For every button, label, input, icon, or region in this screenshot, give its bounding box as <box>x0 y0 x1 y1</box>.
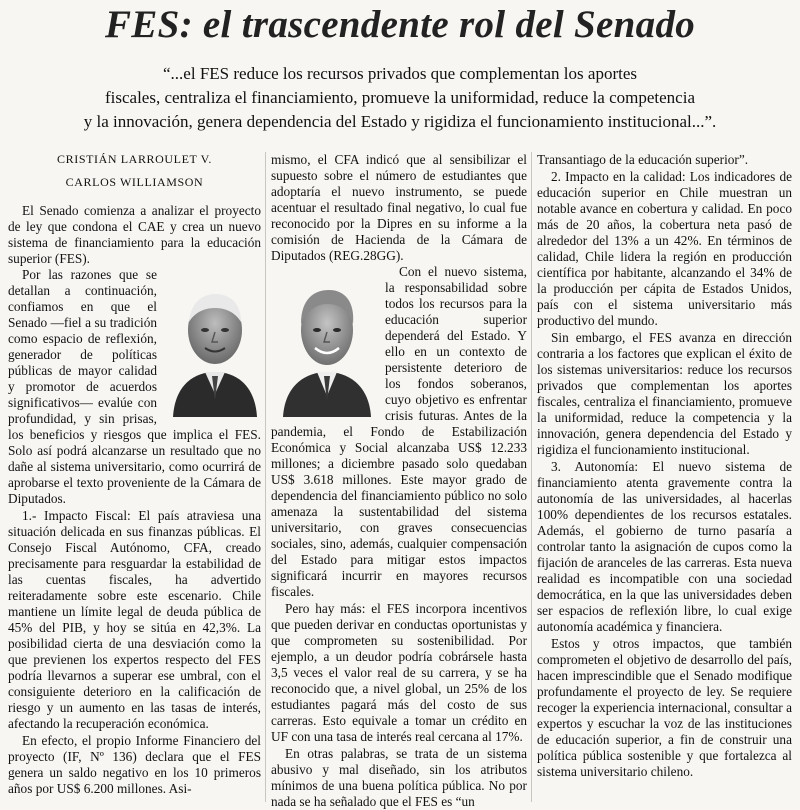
column-divider <box>531 152 532 802</box>
article-title: FES: el trascendente rol del Senado <box>104 3 696 46</box>
paragraph: 1.- Impacto Fiscal: El país atraviesa una situación delicada en sus finanzas públicas. El Consejo Fiscal Autónomo, CFA, creado precisamente para resguardar la estabilidad de las cuentas fiscales, ha advertido reiteradamente sobre este escenario. Chile mantiene un límite legal de deuda pública de 45% del PIB, y hoy se sitúa en 42,3%. La posibilidad cierta de una desviación como la que previenen los expertos respecto del FES podría llevarnos a superar ese umbral, con el consiguiente deterioro en la calificación de riesgo y un aumento en las tasas de interés, afectando la recuperación económica. <box>8 508 261 731</box>
column-1 <box>8 152 261 797</box>
paragraph: 3. Autonomía: El nuevo sistema de financiamiento atenta gravemente contra la autonomía de las universidades, al hacerlas 100% dependientes de los recursos estatales. Además, el gobierno de turno pasaría a controlar tanto la asignación de cupos como la fijación de aranceles de las carreras. Esta nueva realidad es incompatible con una sociedad democrática, en la que las universidades deben ser espacios de reflexión libre, lo cual exige autonomía académica y financiera. <box>537 459 792 634</box>
column-divider <box>265 152 266 802</box>
paragraph: Pero hay más: el FES incorpora incentivos que pueden derivar en conductas oportunistas y que comprometen su sostenibilidad. Por ejemplo, a un deudor podría cobrársele hasta 3,5 veces el valor real de su carrera, y se ha reconocido que, a nivel global, un 25% de los estudiantes pagará más del costo de sus carreras. Esto equivale a tomar un crédito en UF con una tasa de interés real cercana al 17%. <box>271 601 527 744</box>
paragraph: 2. Impacto en la calidad: Los indicadores de educación superior en Chile muestran un notable avance en cobertura y calidad. En poco más de 20 años, la cobertura neta pasó de alrededor del 13% a un 42%. En términos de calidad, Chile lidera la región en producción científica por habitante, alcanzando el 34% de la producción per cápita de Estados Unidos, país con el sistema universitario más productivo del mundo. <box>537 169 792 328</box>
portrait-image <box>277 272 377 417</box>
paragraph: Por las razones que se detallan a continuación, confiamos en que el Senado —fiel a su tradición como espacio de reflexión, generador de políticas públicas de mayor calidad y promotor de acuerdos significativos— evalúe con profundidad, y sin prisas, los beneficios y riesgos que implica el FES. Solo así podrá alcanzarse un resultado que no dañe al sistema universitario, como ocurrirá de aprobarse el texto proveniente de la Cámara de Diputados. <box>8 267 261 506</box>
deck-line: fiscales, centraliza el financiamiento, promueve la uniformidad, reduce la competencia <box>104 88 695 107</box>
paragraph: En otras palabras, se trata de un sistema abusivo y mal diseñado, sin los atributos mínimos de una buena política pública. No por nada se ha señalado que el FES es “un <box>271 746 527 809</box>
author-photo-larroulet <box>165 272 265 417</box>
deck-line: y la innovación, genera dependencia del Estado y rigidiza el funcionamiento institucional...”. <box>83 112 717 131</box>
paragraph: Sin embargo, el FES avanza en dirección contraria a los factores que explican el éxito de los sistemas universitarios: reduce los recursos privados que complementan los aportes fiscales, centraliza el financiamiento, promueve la uniformidad, reduce la competencia y la innovación, genera dependencia del Estado y rigidiza el funcionamiento institucional. <box>537 330 792 457</box>
author-byline: CARLOS WILLIAMSON <box>65 175 204 189</box>
column-3 <box>537 152 792 780</box>
author-byline: CRISTIÁN LARROULET V. <box>57 152 212 166</box>
author-photo-williamson <box>277 272 377 417</box>
article-deck <box>10 62 790 134</box>
paragraph: El Senado comienza a analizar el proyecto de ley que condona el CAE y crea un nuevo sistema de financiamiento para la educación superior (FES). <box>8 203 261 266</box>
deck-line: “...el FES reduce los recursos privados que complementan los aportes <box>163 64 637 83</box>
paragraph: En efecto, el propio Informe Financiero del proyecto (IF, Nº 136) declara que el FES genera un saldo negativo en los 10 primeros años por US$ 6.200 millones. Asi- <box>8 733 261 796</box>
paragraph: Con el nuevo sistema, la responsabilidad sobre todos los recursos para la educación superior dependerá del Estado. Y ello en un contexto de persistente deterioro de los fondos soberanos, cuyo objetivo es enfrentar crisis futuras. Antes de la pandemia, el Fondo de Estabilización Económica y Social alcanzaba US$ 12.233 millones; a diciembre pasado solo quedaban US$ 3.618 millones. Este mayor grado de dependencia del financiamiento público no solo amenaza la sustentabilidad del sistema universitario, con graves consecuencias sociales, sino, además, cualquier compensación del Estado para mitigar estos impactos significará incurrir en mayores recursos fiscales. <box>271 264 527 599</box>
paragraph: Transantiago de la educación superior”. <box>537 152 749 167</box>
paragraph: Estos y otros impactos, que también comprometen el objetivo de desarrollo del país, hacen imprescindible que el Senado modifique profundamente el proyecto de ley. Se requiere recoger la experiencia internacional, consultar a expertos y escuchar la voz de las instituciones de educación superior, a fin de construir una política pública sostenible y que fortalezca al sistema universitario chileno. <box>537 636 792 779</box>
column-2 <box>271 152 527 810</box>
paragraph: mismo, el CFA indicó que al sensibilizar el supuesto sobre el número de estudiantes que adoptaría el nuevo instrumento, se puede acentuar el resultado final negativo, lo cual fue reconocido por la Dipres en su informe a la comisión de Hacienda de la Cámara de Diputados (REG.28GG). <box>271 152 527 263</box>
portrait-image <box>165 272 265 417</box>
author-photos <box>165 272 380 422</box>
